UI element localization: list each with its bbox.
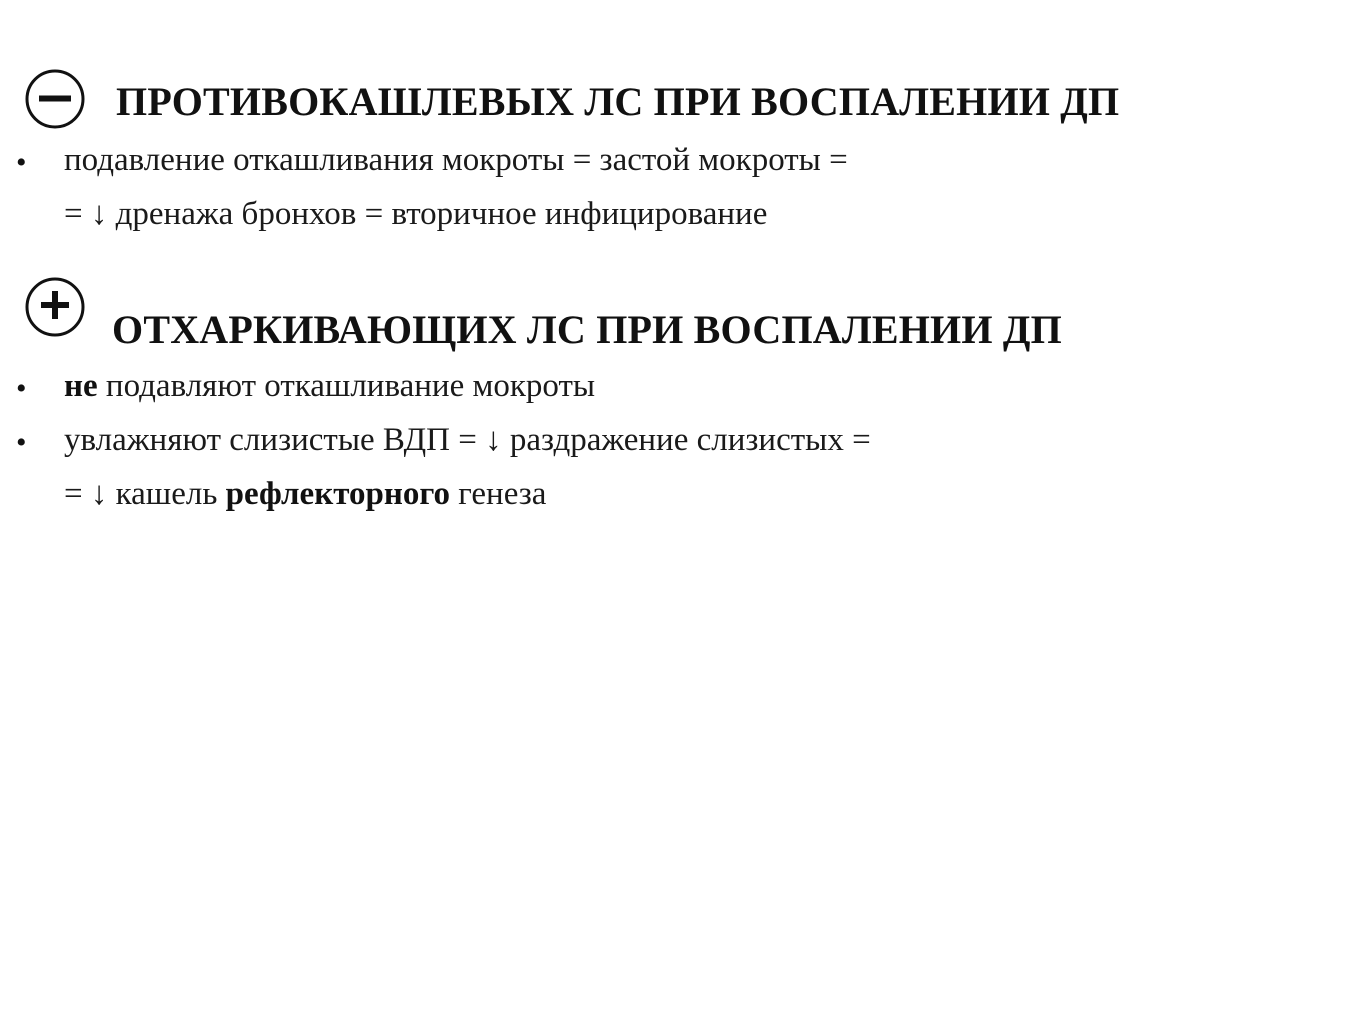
emphasis-ne: не bbox=[64, 368, 98, 404]
plus-circle-icon bbox=[24, 276, 86, 338]
expectorant-point-2-line-1: увлажняют слизистые ВДП = ↓ раздражение слизистых = bbox=[64, 422, 871, 458]
antitussive-point-line-1: подавление откашливания мокроты = застой мокроты = bbox=[64, 142, 848, 178]
bullet-marker: • bbox=[16, 426, 27, 459]
heading-antitussive: ПРОТИВОКАШЛЕВЫХ ЛС ПРИ ВОСПАЛЕНИИ ДП bbox=[116, 79, 1120, 124]
expectorant-point-2-start: = ↓ кашель bbox=[64, 476, 226, 512]
expectorant-point-2-line-2 bbox=[64, 474, 546, 514]
expectorant-point-1 bbox=[64, 366, 595, 406]
expectorant-point-1-text: подавляют откашливание мокроты bbox=[97, 368, 596, 404]
expectorant-point-2-end: генеза bbox=[450, 476, 547, 512]
antitussive-point-line-2: = ↓ дренажа бронхов = вторичное инфицирование bbox=[64, 196, 768, 232]
emphasis-reflex: рефлекторного bbox=[225, 476, 451, 512]
bullet-marker: • bbox=[16, 146, 27, 179]
heading-expectorant: ОТХАРКИВАЮЩИХ ЛС ПРИ ВОСПАЛЕНИИ ДП bbox=[112, 307, 1062, 352]
bullet-marker: • bbox=[16, 372, 27, 405]
minus-circle-icon bbox=[24, 68, 86, 130]
